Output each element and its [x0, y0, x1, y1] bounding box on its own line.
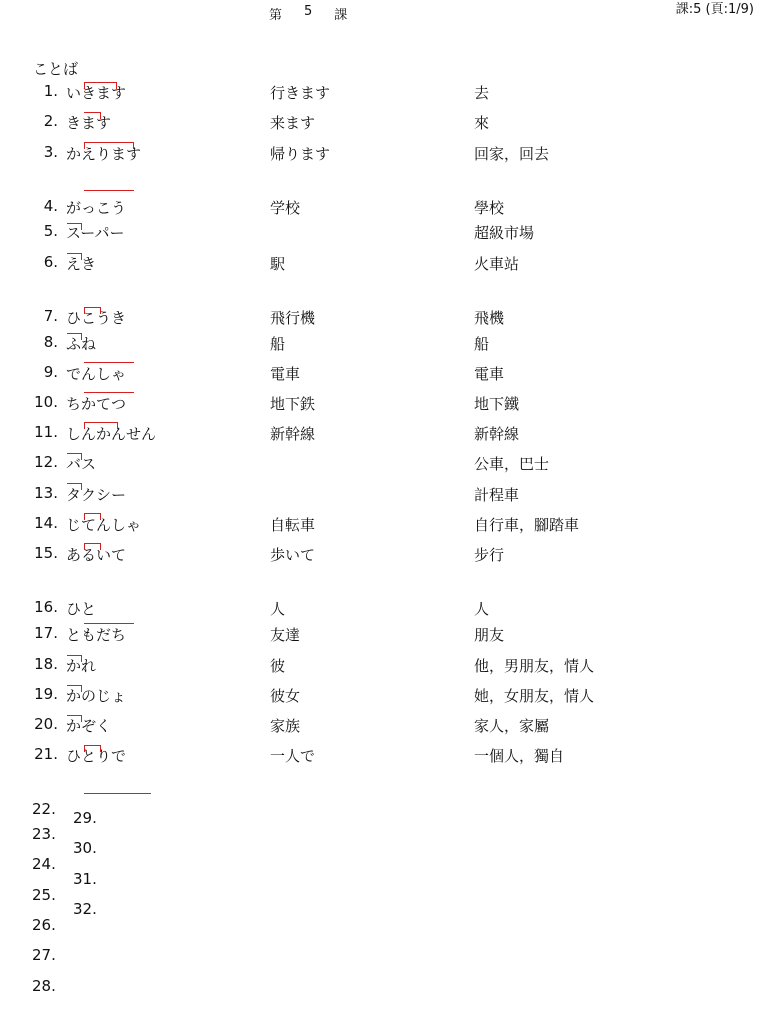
vocab-kana: タクシー: [66, 486, 127, 504]
vocab-number: 21.: [34, 745, 58, 763]
vocab-number: 13.: [34, 484, 58, 502]
vocab-kanji: 家族: [270, 717, 301, 735]
vocab-meaning: 她，女朋友，情人: [474, 687, 595, 705]
vocab-meaning: 人: [474, 600, 490, 618]
vocab-number: 5.: [43, 222, 58, 240]
vocab-meaning: 來: [474, 114, 490, 132]
vocab-meaning: 地下鐵: [474, 395, 520, 413]
vocab-kana: スーパー: [66, 224, 125, 242]
page-title: [269, 4, 347, 23]
vocab-meaning: 計程車: [474, 486, 520, 504]
vocab-kanji: 友達: [270, 626, 301, 644]
empty-item-number: 25.: [32, 886, 56, 904]
empty-item-number: 32.: [73, 900, 97, 918]
vocab-kana: きます: [66, 114, 112, 132]
vocab-meaning: 電車: [474, 365, 505, 383]
empty-item-number: 30.: [73, 839, 97, 857]
pitch-accent-mark: [84, 190, 134, 196]
pitch-accent-mark: [84, 793, 151, 799]
vocab-kanji: 船: [270, 335, 286, 353]
page-info: 課:5 (頁:1/9): [675, 2, 754, 17]
empty-item-number: 31.: [73, 870, 97, 888]
vocab-number: 15.: [34, 544, 58, 562]
vocab-kana: かぞく: [66, 717, 112, 735]
vocab-meaning: 朋友: [474, 626, 505, 644]
vocab-number: 16.: [34, 598, 58, 616]
vocab-kanji: 彼女: [270, 687, 301, 705]
vocab-number: 20.: [34, 715, 58, 733]
vocab-kana: かのじょ: [66, 687, 127, 705]
vocab-number: 10.: [34, 393, 58, 411]
vocab-kanji: 電車: [270, 365, 301, 383]
vocab-meaning: 新幹線: [474, 425, 520, 443]
vocab-meaning: 自行車，腳踏車: [474, 516, 580, 534]
empty-item-number: 23.: [32, 825, 56, 843]
vocab-number: 14.: [34, 514, 58, 532]
vocab-kana: ひと: [66, 600, 97, 618]
empty-item-number: 28.: [32, 977, 56, 995]
vocab-number: 11.: [34, 423, 58, 441]
vocab-kanji: 歩いて: [270, 546, 316, 564]
vocab-kanji: 彼: [270, 657, 286, 675]
vocab-number: 9.: [43, 363, 58, 381]
vocab-number: 18.: [34, 655, 58, 673]
vocab-number: 7.: [43, 307, 58, 325]
vocab-meaning: 公車，巴士: [474, 455, 550, 473]
vocab-number: 19.: [34, 685, 58, 703]
empty-item-number: 26.: [32, 916, 56, 934]
empty-item-number: 29.: [73, 809, 97, 827]
vocab-number: 2.: [43, 112, 58, 130]
vocab-kana: えき: [66, 255, 97, 273]
vocab-kana: ともだち: [66, 626, 127, 644]
vocab-kanji: 帰ります: [270, 145, 331, 163]
vocab-kana: あるいて: [66, 546, 127, 564]
vocab-kanji: 駅: [270, 255, 286, 273]
vocab-kana: ふね: [66, 335, 97, 353]
vocab-kana: いきます: [66, 84, 127, 102]
vocab-kanji: 行きます: [270, 84, 331, 102]
empty-item-number: 27.: [32, 946, 56, 964]
vocab-number: 6.: [43, 253, 58, 271]
vocab-number: 17.: [34, 624, 58, 642]
vocab-kana: ちかてつ: [66, 395, 127, 413]
vocab-number: 1.: [43, 82, 58, 100]
vocab-kana: じてんしゃ: [66, 516, 142, 534]
vocab-number: 4.: [43, 197, 58, 215]
vocab-meaning: 船: [474, 335, 490, 353]
vocab-meaning: 他，男朋友，情人: [474, 657, 595, 675]
vocab-meaning: 步行: [474, 546, 505, 564]
title-part: 第: [269, 8, 283, 23]
empty-item-number: 24.: [32, 855, 56, 873]
vocab-kana: バス: [66, 455, 97, 473]
vocab-kana: がっこう: [66, 199, 127, 217]
vocab-kanji: 新幹線: [270, 425, 316, 443]
vocab-number: 3.: [43, 143, 58, 161]
vocab-kanji: 一人で: [270, 747, 316, 765]
vocab-meaning: 家人，家屬: [474, 717, 550, 735]
title-part: 課: [334, 8, 348, 23]
vocab-kanji: 自転車: [270, 516, 316, 534]
vocab-kanji: 学校: [270, 199, 301, 217]
vocab-kanji: 来ます: [270, 114, 316, 132]
vocab-number: 8.: [43, 333, 58, 351]
vocab-meaning: 學校: [474, 199, 505, 217]
vocab-kana: でんしゃ: [66, 365, 127, 383]
vocab-kanji: 地下鉄: [270, 395, 316, 413]
vocab-kana: しんかんせん: [66, 425, 157, 443]
vocab-meaning: 火車站: [474, 255, 520, 273]
empty-item-number: 22.: [32, 800, 56, 818]
vocab-meaning: 去: [474, 84, 490, 102]
vocab-kana: かれ: [66, 657, 97, 675]
vocab-kana: かえります: [66, 145, 142, 163]
vocab-meaning: 飛機: [474, 309, 505, 327]
vocab-number: 12.: [34, 453, 58, 471]
vocab-kanji: 人: [270, 600, 286, 618]
vocab-kanji: 飛行機: [270, 309, 316, 327]
vocab-meaning: 回家，回去: [474, 145, 550, 163]
title-part: 5: [304, 4, 313, 19]
vocab-kana: ひとりで: [66, 747, 127, 765]
vocab-kana: ひこうき: [66, 309, 127, 327]
vocab-meaning: 超級市場: [474, 224, 535, 242]
vocab-meaning: 一個人，獨自: [474, 747, 565, 765]
section-label: ことば: [33, 60, 79, 78]
